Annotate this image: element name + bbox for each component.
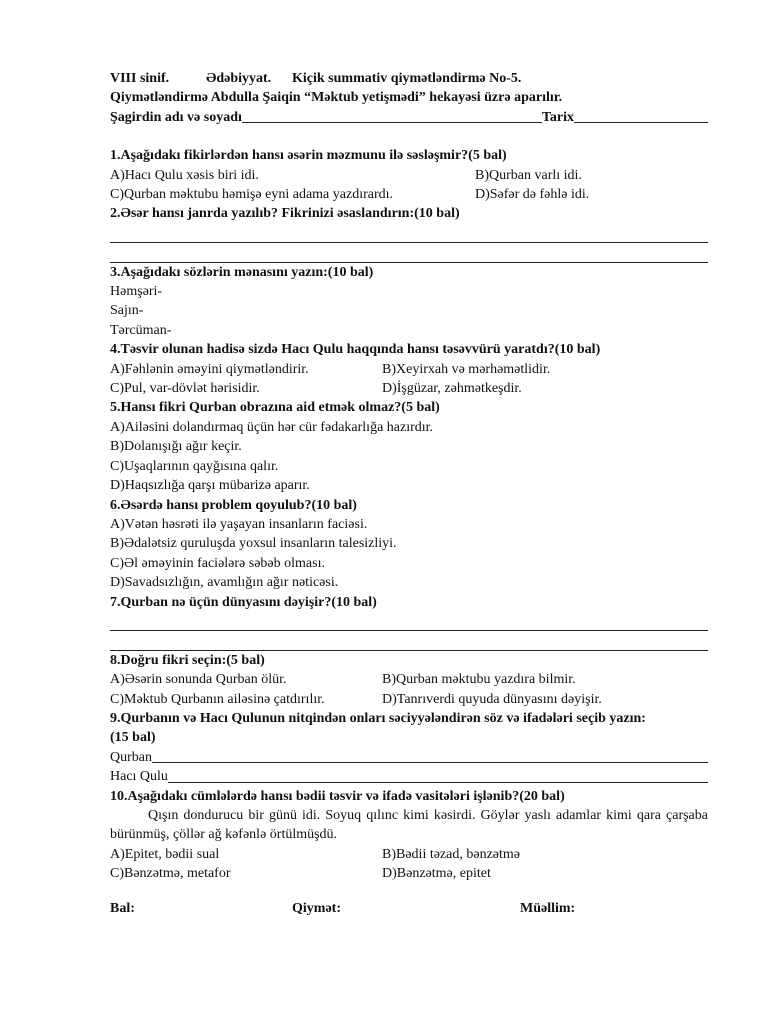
question-4-title: 4.Təsvir olunan hadisə sizdə Hacı Qulu haqqında hansı təsəvvürü yaratdı?(10 bal) bbox=[110, 342, 601, 358]
worksheet bbox=[110, 69, 708, 884]
q3-word-1: Həmşəri- bbox=[110, 284, 163, 300]
assessment-subtitle: Qiymətləndirmə Abdulla Şaiqin “Məktub yetişmədi” hekayəsi üzrə aparılır. bbox=[110, 90, 563, 106]
grade-label: VIII sinif. bbox=[110, 71, 170, 86]
q6-option-a[interactable]: A)Vətən həsrəti ilə yaşayan insanların faciəsi. bbox=[110, 516, 368, 532]
q9-haci-qulu-line bbox=[110, 767, 708, 786]
q9-qurban-blank[interactable] bbox=[152, 748, 708, 763]
name-blank[interactable] bbox=[242, 108, 542, 123]
q10-option-d[interactable]: D)Bənzətmə, epitet bbox=[382, 866, 491, 882]
score-label: Bal: bbox=[110, 901, 135, 916]
q4-option-c[interactable]: C)Pul, var-dövlət hərisidir. bbox=[110, 381, 260, 397]
q6-option-c[interactable]: C)Əl əməyinin faciələrə səbəb olması. bbox=[110, 555, 325, 571]
question-4-options-row1 bbox=[110, 360, 708, 379]
q4-option-a[interactable]: A)Fəhlənin əməyini qiymətləndirir. bbox=[110, 361, 309, 377]
q4-option-b[interactable]: B)Xeyirxah və mərhəmətlidir. bbox=[382, 361, 551, 377]
answer-line[interactable] bbox=[110, 631, 708, 650]
name-date-line bbox=[110, 108, 708, 127]
question-1-options-row2 bbox=[110, 185, 708, 204]
question-1-title: 1.Aşağıdakı fikirlərdən hansı əsərin məzmunu ilə səsləşmir?(5 bal) bbox=[110, 148, 507, 164]
q8-option-a[interactable]: A)Əsərin sonunda Qurban ölür. bbox=[110, 672, 287, 688]
q9-qurban-label: Qurban bbox=[110, 749, 152, 765]
q10-option-b[interactable]: B)Bədii təzad, bənzətmə bbox=[382, 846, 520, 862]
q9-haci-qulu-label: Hacı Qulu bbox=[110, 769, 168, 785]
assessment-title: Kiçik summativ qiymətləndirmə No-5. bbox=[292, 71, 522, 86]
question-10-options-row2 bbox=[110, 864, 708, 883]
q6-option-b[interactable]: B)Ədalətsiz quruluşda yoxsul insanların talesizliyi. bbox=[110, 536, 397, 552]
answer-line[interactable] bbox=[110, 243, 708, 262]
date-label: Tarix bbox=[541, 109, 575, 125]
date-blank[interactable] bbox=[574, 108, 708, 123]
question-1-options-row1 bbox=[110, 166, 708, 185]
q6-option-d[interactable]: D)Savadsızlığın, avamlığın ağır nəticəsi. bbox=[110, 575, 339, 591]
q8-option-b[interactable]: B)Qurban məktubu yazdıra bilmir. bbox=[382, 672, 576, 688]
question-3-title: 3.Aşağıdakı sözlərin mənasını yazın:(10 bal) bbox=[110, 264, 374, 280]
q8-option-d[interactable]: D)Tanrıverdi quyuda dünyasını dəyişir. bbox=[382, 691, 602, 707]
q10-passage-text: Qışın dondurucu bir günü idi. Soyuq qılınc kimi kəsirdi. Göylər yaslı adamlar kimi qara çarşaba bürünmüş, çöllər ağ kəfənlə örtülmüşdü. bbox=[110, 807, 708, 843]
question-8-options-row2 bbox=[110, 690, 708, 709]
q5-option-d[interactable]: D)Haqsızlığa qarşı mübarizə aparır. bbox=[110, 478, 310, 494]
header-line bbox=[110, 69, 708, 88]
question-7-title: 7.Qurban nə üçün dünyasını dəyişir?(10 bal) bbox=[110, 594, 377, 610]
q4-option-d[interactable]: D)İşgüzar, zəhmətkeşdir. bbox=[382, 381, 522, 397]
q3-word-3: Tərcüman- bbox=[110, 322, 172, 338]
q1-option-b[interactable]: B)Qurban varlı idi. bbox=[475, 167, 582, 183]
question-9-title: 9.Qurbanın və Hacı Qulunun nitqindən onları səciyyələndirən söz və ifadələri seçib yazın: bbox=[110, 710, 646, 726]
q5-option-c[interactable]: C)Uşaqlarının qayğısına qalır. bbox=[110, 458, 279, 474]
q10-option-a[interactable]: A)Epitet, bədii sual bbox=[110, 846, 220, 862]
subject-label: Ədəbiyyat. bbox=[206, 71, 272, 86]
q5-option-a[interactable]: A)Ailəsini dolandırmaq üçün hər cür fədakarlığa hazırdır. bbox=[110, 419, 434, 435]
question-2-title: 2.Əsər hansı janrda yazılıb? Fikrinizi əsaslandırın:(10 bal) bbox=[110, 206, 460, 222]
teacher-label: Müəllim: bbox=[520, 901, 576, 916]
answer-line[interactable] bbox=[110, 612, 708, 631]
answer-line[interactable] bbox=[110, 224, 708, 243]
q3-word-2: Sajın- bbox=[110, 303, 144, 319]
name-label: Şagirdin adı və soyadı bbox=[110, 109, 242, 125]
q1-option-c[interactable]: C)Qurban məktubu həmişə eyni adama yazdırardı. bbox=[110, 187, 394, 203]
question-4-options-row2 bbox=[110, 379, 708, 398]
question-5-title: 5.Hansı fikri Qurban obrazına aid etmək olmaz?(5 bal) bbox=[110, 400, 440, 416]
q9-qurban-line bbox=[110, 748, 708, 767]
question-10-title: 10.Aşağıdakı cümlələrdə hansı bədii təsvir və ifadə vasitələri işlənib?(20 bal) bbox=[110, 788, 565, 804]
q9-haci-qulu-blank[interactable] bbox=[168, 767, 708, 782]
question-6-title: 6.Əsərdə hansı problem qoyulub?(10 bal) bbox=[110, 497, 357, 513]
question-8-title: 8.Doğru fikri seçin:(5 bal) bbox=[110, 652, 265, 668]
q1-option-d[interactable]: D)Səfər də fəhlə idi. bbox=[475, 187, 590, 203]
question-8-options-row1 bbox=[110, 670, 708, 689]
q10-passage bbox=[110, 806, 708, 845]
q10-option-c[interactable]: C)Bənzətmə, metafor bbox=[110, 866, 231, 882]
grade-label-footer: Qiymət: bbox=[292, 901, 341, 916]
question-10-options-row1 bbox=[110, 845, 708, 864]
question-9-points: (15 bal) bbox=[110, 730, 156, 746]
q8-option-c[interactable]: C)Məktub Qurbanın ailəsinə çatdırılır. bbox=[110, 691, 325, 707]
q1-option-a[interactable]: A)Hacı Qulu xəsis biri idi. bbox=[110, 167, 259, 183]
q5-option-b[interactable]: B)Dolanışığı ağır keçir. bbox=[110, 439, 242, 455]
